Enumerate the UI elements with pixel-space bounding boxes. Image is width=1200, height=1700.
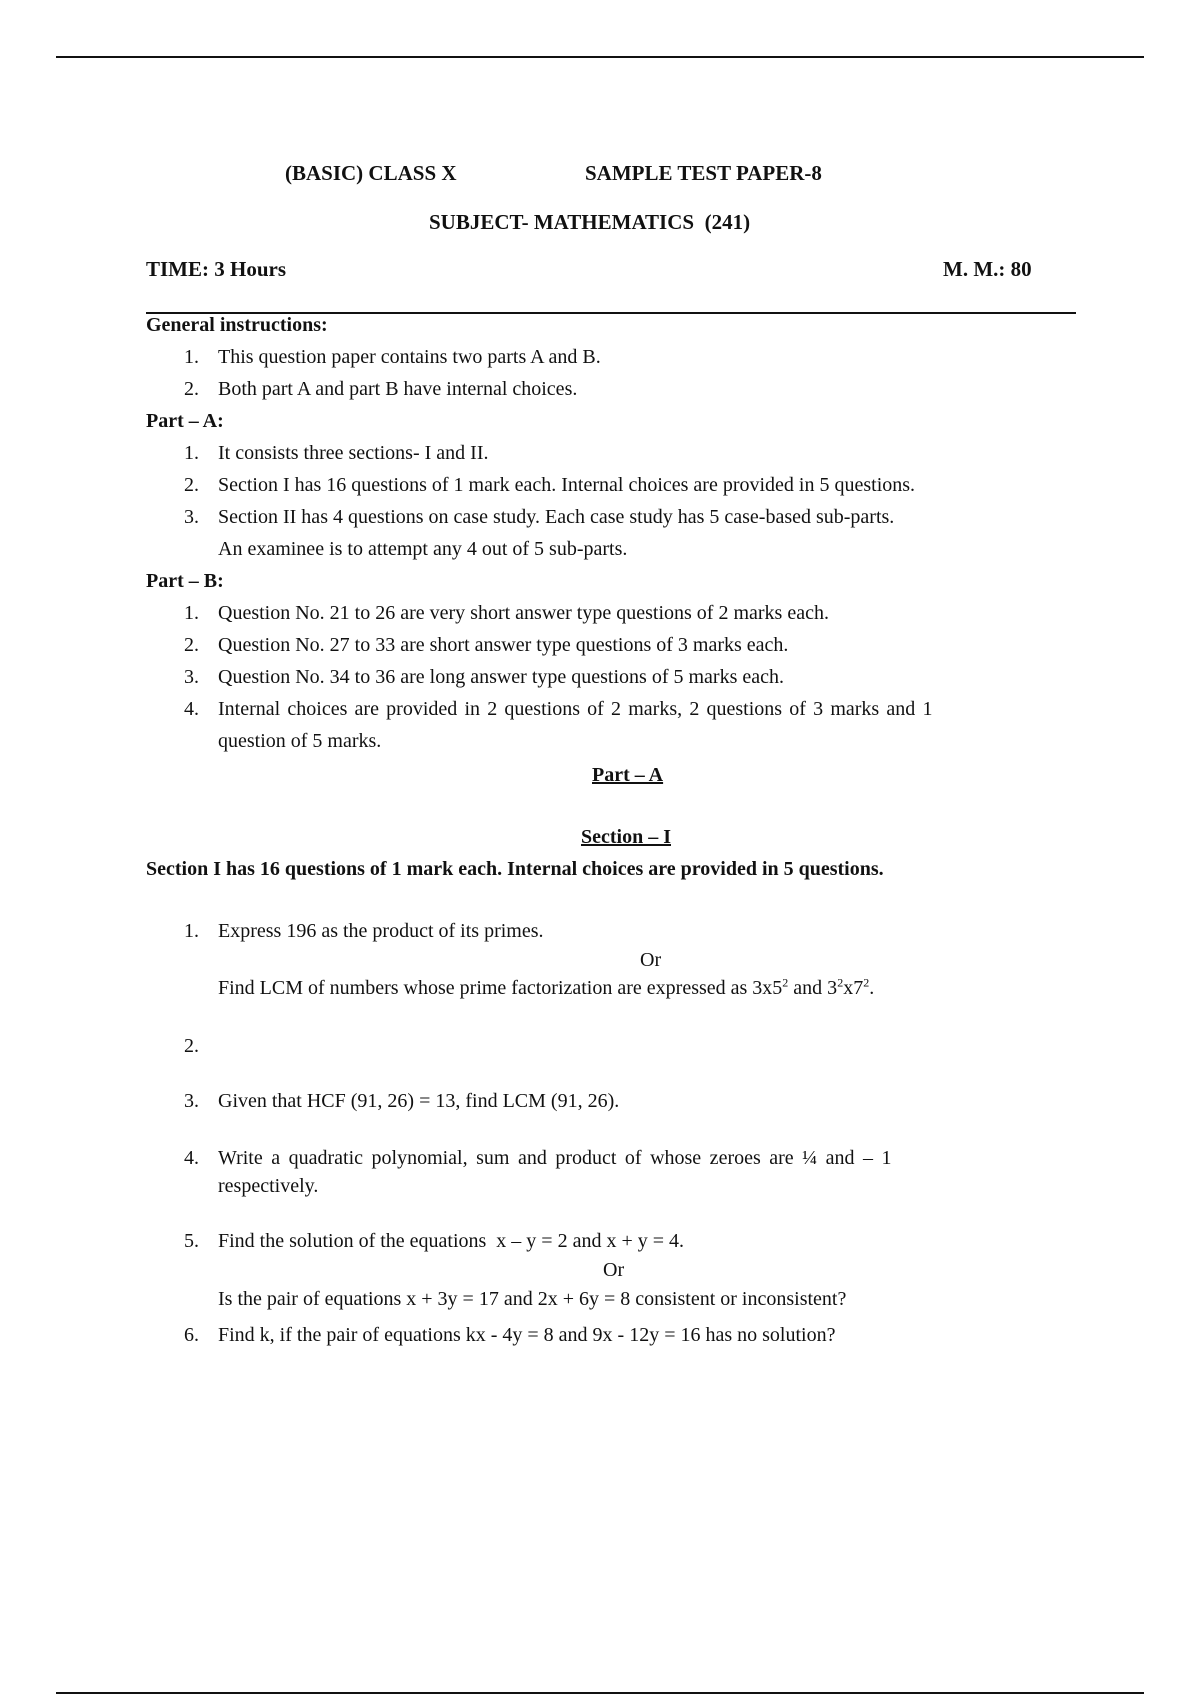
list-number: 4. <box>184 698 199 720</box>
list-item: question of 5 marks. <box>218 730 382 752</box>
question-number: 6. <box>184 1324 199 1346</box>
question-text: Find k, if the pair of equations kx - 4y = 8 and 9x - 12y = 16 has no solution? <box>218 1324 836 1346</box>
section-note: Section I has 16 questions of 1 mark each. Internal choices are provided in 5 questions. <box>146 858 884 880</box>
or-label: Or <box>640 949 662 971</box>
question-number: 2. <box>184 1035 199 1057</box>
general-instructions-heading: General instructions: <box>146 314 328 336</box>
subject-line: SUBJECT- MATHEMATICS (241) <box>429 210 751 234</box>
paper-title: SAMPLE TEST PAPER-8 <box>585 161 822 185</box>
list-number: 1. <box>184 346 199 368</box>
time-label: TIME: 3 Hours <box>146 257 287 281</box>
list-item: Internal choices are provided in 2 questions of 2 marks, 2 questions of 3 marks and 1 <box>218 698 933 720</box>
question-number: 3. <box>184 1090 199 1112</box>
section-title: Section – I <box>581 826 671 848</box>
list-number: 2. <box>184 378 199 400</box>
question-text: Given that HCF (91, 26) = 13, find LCM (91, 26). <box>218 1090 620 1112</box>
list-number: 1. <box>184 442 199 464</box>
part-a-heading: Part – A: <box>146 410 224 432</box>
question-text: Write a quadratic polynomial, sum and product of whose zeroes are ¼ and – 1 <box>218 1147 892 1169</box>
bottom-rule <box>56 1692 1144 1694</box>
max-marks: M. M.: 80 <box>943 257 1032 281</box>
question-number: 1. <box>184 920 199 942</box>
list-item: Section I has 16 questions of 1 mark each. Internal choices are provided in 5 questions. <box>218 474 916 496</box>
list-item: It consists three sections- I and II. <box>218 442 489 464</box>
list-item: This question paper contains two parts A and B. <box>218 346 601 368</box>
question-number: 4. <box>184 1147 199 1169</box>
question-number: 5. <box>184 1230 199 1252</box>
top-rule <box>56 56 1144 58</box>
class-label: (BASIC) CLASS X <box>285 161 457 185</box>
or-label: Or <box>603 1259 625 1281</box>
question-text: Express 196 as the product of its primes. <box>218 920 544 942</box>
question-text: Find the solution of the equations x – y = 2 and x + y = 4. <box>218 1230 685 1252</box>
list-number: 2. <box>184 474 199 496</box>
list-item: Question No. 21 to 26 are very short answer type questions of 2 marks each. <box>218 602 829 624</box>
question-alt-text: Find LCM of numbers whose prime factorization are expressed as $3x5^2$ and $3^2x7^2$. <box>218 975 875 999</box>
list-number: 2. <box>184 634 199 656</box>
list-item: Question No. 27 to 33 are short answer type questions of 3 marks each. <box>218 634 789 656</box>
list-item: Section II has 4 questions on case study. Each case study has 5 case-based sub-parts. <box>218 506 895 528</box>
question-text-continued: respectively. <box>218 1175 319 1197</box>
list-item: An examinee is to attempt any 4 out of 5 sub-parts. <box>218 538 628 560</box>
question-alt-text: Is the pair of equations x + 3y = 17 and 2x + 6y = 8 consistent or inconsistent? <box>218 1288 847 1310</box>
list-number: 3. <box>184 666 199 688</box>
list-number: 3. <box>184 506 199 528</box>
part-b-heading: Part – B: <box>146 570 224 592</box>
list-number: 1. <box>184 602 199 624</box>
list-item: Question No. 34 to 36 are long answer type questions of 5 marks each. <box>218 666 784 688</box>
part-a-title: Part – A <box>592 764 664 786</box>
list-item: Both part A and part B have internal choices. <box>218 378 578 400</box>
